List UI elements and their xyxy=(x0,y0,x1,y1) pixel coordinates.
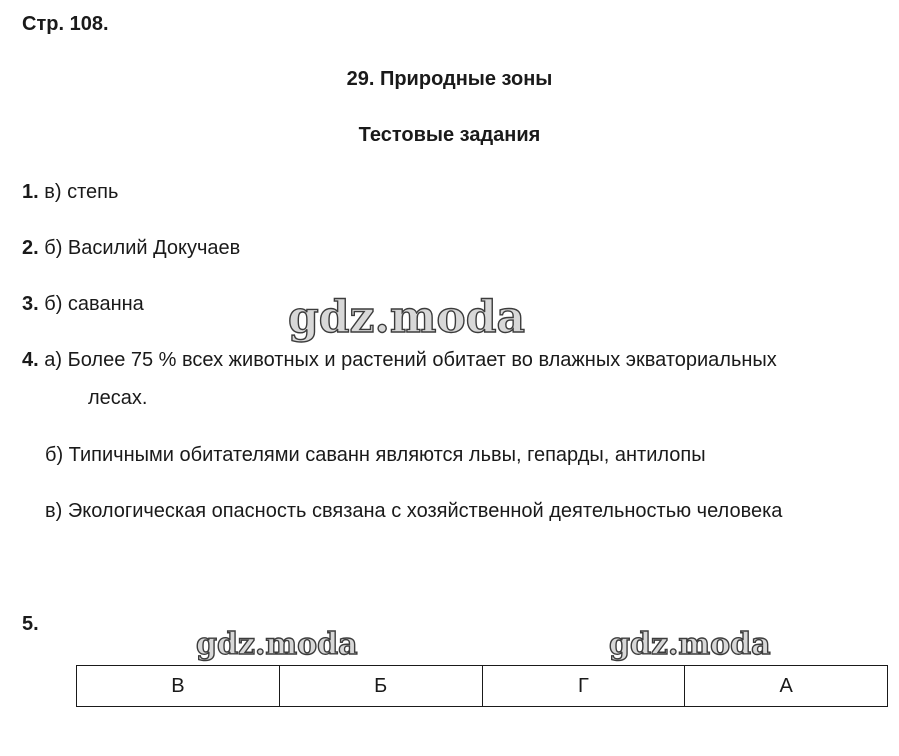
page-number: Стр. 108. xyxy=(22,13,109,35)
answer-3 xyxy=(22,293,144,316)
watermark-logo: gdz.moda xyxy=(609,627,771,662)
answer-1 xyxy=(22,181,118,204)
subsection-title: Тестовые задания xyxy=(358,124,541,146)
answer-part-b: б) Типичными обитателями саванн являются львы, гепарды, антилопы xyxy=(45,444,706,466)
table-cell: Г xyxy=(482,666,685,707)
answer-number: 3. xyxy=(22,293,39,315)
watermark-logo: gdz.moda xyxy=(196,627,358,662)
section-title: 29. Природные зоны xyxy=(346,68,553,90)
watermark-logo: gdz.moda xyxy=(288,292,526,343)
answer-number: 2. xyxy=(22,237,39,259)
answer-text: б) Василий Докучаев xyxy=(44,237,241,259)
answer-part-a: а) Более 75 % всех животных и растений обитает во влажных экваториальных xyxy=(44,349,777,371)
answer-part-c: в) Экологическая опасность связана с хозяйственной деятельностью человека xyxy=(45,500,783,522)
answer-text: б) саванна xyxy=(44,293,144,315)
table-cell: Б xyxy=(279,666,482,707)
table-cell: А xyxy=(685,666,888,707)
answer-text: в) степь xyxy=(44,181,119,203)
answer-2 xyxy=(22,237,240,260)
answer-part-a-continuation: лесах. xyxy=(88,387,148,409)
answer-table xyxy=(76,665,888,707)
answer-number: 4. xyxy=(22,349,39,371)
table-row xyxy=(77,666,888,707)
answer-4 xyxy=(22,349,777,372)
answer-number: 1. xyxy=(22,181,39,203)
table-cell: В xyxy=(77,666,280,707)
answer-5-number: 5. xyxy=(22,613,39,635)
